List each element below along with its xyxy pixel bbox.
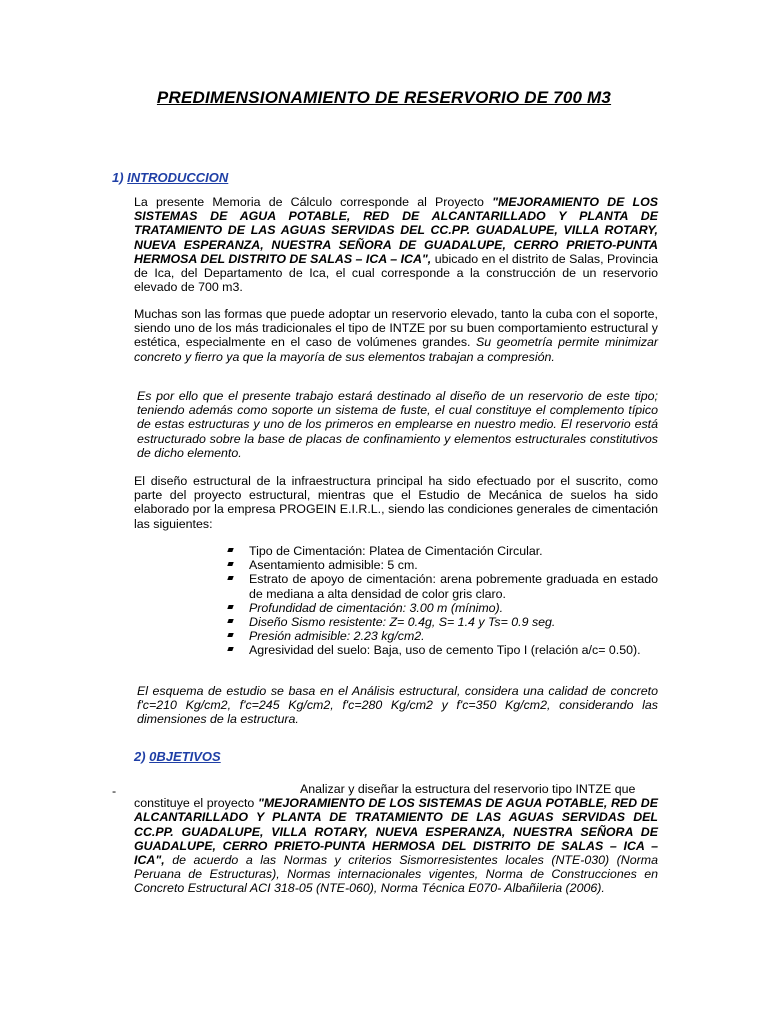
list-item (226, 601, 658, 615)
foundation-conditions-list (226, 544, 658, 658)
list-item (226, 615, 658, 629)
text-run: ubicado en el distrito de Salas, Provincia de Ica, del Departamento de Ica, el cual corresponde a la construcción de un reservorio elevado de 700 m3. (134, 251, 658, 295)
bullet-icon (227, 576, 233, 580)
text-run: La presente Memoria de Cálculo corresponde al Proyecto (134, 195, 493, 209)
text-run-italic: Su geometría permite minimizar concreto y fierro ya que la mayoría de sus elementos trabajan a compresión. (134, 335, 658, 364)
intro-paragraph-4: El diseño estructural de la infraestructura principal ha sido efectuado por el suscrito, como parte del proyecto estructural, mientras que el Estudio de Mecánica de suelos ha sido elaborado por la empresa PROGEIN E.I.R.L., siendo las condiciones generales de cimentación las siguientes: (134, 474, 658, 531)
document-title: PREDIMENSIONAMIENTO DE RESERVORIO DE 700 M3 (156, 88, 612, 107)
list-item (226, 572, 658, 600)
project-name-bold: "MEJORAMIENTO DE LOS SISTEMAS DE AGUA POTABLE, RED DE ALCANTARILLADO Y PLANTA DE TRATAMIENTO DE LAS AGUAS SERVIDAS DEL CC.PP. GUADALUPE, VILLA ROTARY, NUEVA ESPERANZA, NUESTRA SEÑORA DE GUADALUPE, CERRO PRIETO-PUNTA HERMOSA DEL DISTRITO DE SALAS – ICA – ICA", (134, 195, 659, 266)
intro-paragraph-5: El esquema de estudio se basa en el Análisis estructural, considera una calidad de concreto f'c=210 Kg/cm2, f'c=245 Kg/cm2, f'c=280 Kg/cm2 y f'c=350 Kg/cm2, considerando las dimensiones de la estructura. (137, 684, 658, 727)
project-name-bold: "MEJORAMIENTO DE LOS SISTEMAS DE AGUA POTABLE, RED DE ALCANTARILLADO Y PLANTA DE TRATAMIENTO DE LAS AGUAS SERVIDAS DEL CC.PP. GUADALUPE, VILLA ROTARY, NUEVA ESPERANZA, NUESTRA SEÑORA DE GUADALUPE, CERRO PRIETO-PUNTA HERMOSA DEL DISTRITO DE SALAS – ICA – ICA", (134, 796, 658, 868)
bullet-icon (227, 619, 233, 623)
list-dash: - (112, 784, 117, 798)
bullet-icon (227, 548, 233, 552)
list-item (226, 629, 658, 643)
bullet-icon (227, 605, 233, 609)
list-item-text: Tipo de Cimentación: Platea de Cimentación Circular. (249, 544, 543, 558)
bullet-icon (227, 633, 233, 637)
text-run-italic: de acuerdo a las Normas y criterios Sismorresistentes locales (NTE-030) (Norma Peruana de Estructuras), Normas internacionales vigentes, Norma de Construcciones en Concreto Estructural ACI 318-05 (NTE-060), Norma Técnica E070- Albañileria (2006). (134, 853, 658, 896)
list-item-text: Profundidad de cimentación: 3.00 m (mínimo). (249, 600, 504, 615)
list-item (226, 643, 658, 657)
list-item-text: Diseño Sismo resistente: Z= 0.4g, S= 1.4 y Ts= 0.9 seg. (249, 615, 556, 630)
section-heading-introduccion (112, 170, 228, 185)
bullet-icon (227, 562, 233, 566)
intro-paragraph-1 (134, 195, 658, 294)
intro-paragraph-3: Es por ello que el presente trabajo estará destinado al diseño de un reservorio de este tipo; teniendo además como soporte un sistema de fuste, el cual constituye el complemento típico de estas estructuras y uno de los primeros en emplearse en nuestro medio. El reservorio está estructurado sobre la base de placas de confinamiento y elementos estructurales constitutivos de dicho elemento. (137, 389, 658, 460)
text-run: Muchas son las formas que puede adoptar un reservorio elevado, tanto la cuba con el soporte, siendo uno de los más tradicionales el tipo de INTZE por su buen comportamiento estructural y estética, especialmente en el caso de volúmenes grandes. (134, 307, 658, 350)
list-item-text: Agresividad del suelo: Baja, uso de cemento Tipo I (relación a/c= 0.50). (249, 643, 641, 658)
section-number: 2) (134, 749, 150, 764)
text-run: Analizar y diseñar la estructura del reservorio tipo INTZE que (300, 782, 636, 796)
section-heading-objetivos (134, 749, 221, 764)
list-item-text: Asentamiento admisible: 5 cm. (249, 558, 418, 573)
list-item (226, 544, 658, 558)
text-run: constituye el proyecto (134, 796, 258, 811)
bullet-icon (227, 647, 233, 651)
list-item-text: Presión admisible: 2.23 kg/cm2. (249, 629, 425, 644)
section-number: 1) (112, 170, 128, 185)
list-item-text: Estrato de apoyo de cimentación: arena pobremente graduada en estado de mediana a alta densidad de color gris claro. (249, 572, 658, 601)
list-item (226, 558, 658, 572)
intro-paragraph-2 (134, 307, 658, 364)
section-label: INTRODUCCION (127, 170, 229, 185)
section-label: 0BJETIVOS (149, 749, 221, 764)
objective-paragraph (134, 782, 658, 896)
